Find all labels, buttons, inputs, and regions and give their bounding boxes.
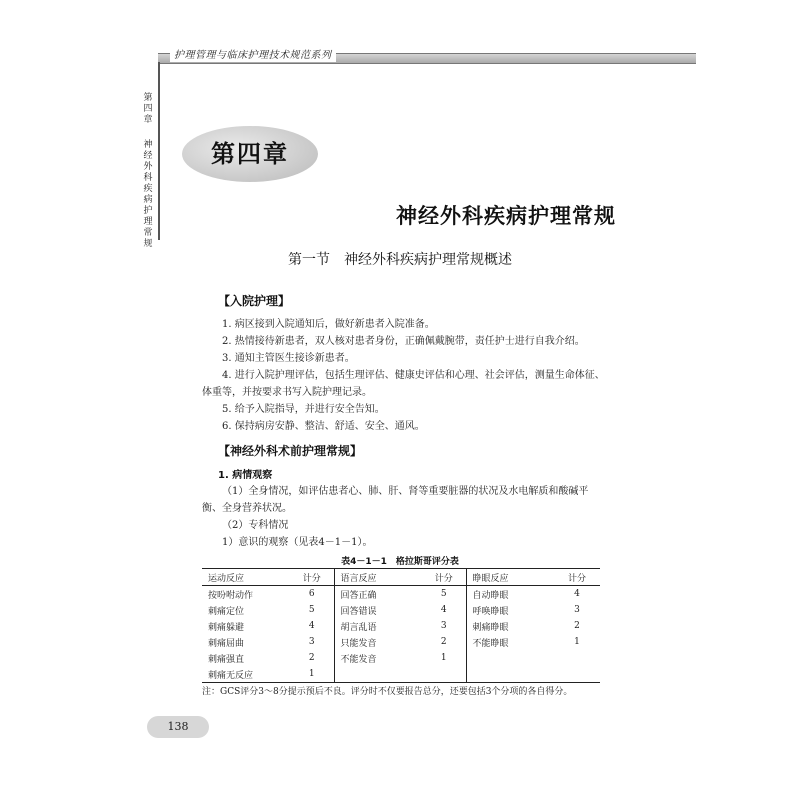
side-tab bbox=[140, 93, 156, 250]
table-cell: 1 bbox=[440, 653, 447, 663]
table-cell: 呼唤睁眼 bbox=[466, 602, 554, 618]
admission-item: 2. 热情接待新患者，双人核对患者身份，正确佩戴腕带，责任护士进行自我介绍。 bbox=[222, 336, 585, 347]
obs-heading: 1. 病情观察 bbox=[218, 470, 273, 481]
side-tab-title: 神经外科疾病护理常规 bbox=[143, 140, 153, 249]
preop-line: 1）意识的观察（见表4－1－1）。 bbox=[222, 537, 373, 548]
preop-line: （1）全身情况，如评估患者心、肺、肝、肾等重要脏器的状况及水电解质和酸碱平衡、全身营养状况。 bbox=[202, 486, 589, 514]
table-cell: 2 bbox=[308, 653, 315, 663]
table-cell bbox=[422, 666, 466, 683]
table-caption: 表4－1－1 格拉斯哥评分表 bbox=[341, 557, 459, 567]
table-cell: 2 bbox=[440, 637, 447, 647]
table-header: 语言反应 bbox=[334, 569, 422, 586]
table-cell bbox=[554, 650, 600, 666]
table-cell: 按吩咐动作 bbox=[208, 590, 254, 601]
table-cell: 刺痛强直 bbox=[208, 654, 245, 665]
series-title: 护理管理与临床护理技术规范系列 bbox=[170, 50, 336, 62]
table-cell: 自动睁眼 bbox=[466, 586, 554, 603]
table-cell: 不能睁眼 bbox=[466, 634, 554, 650]
table-header-row bbox=[202, 569, 600, 586]
admission-item: 5. 给予入院指导，并进行安全告知。 bbox=[222, 404, 385, 415]
admission-item: 4. 进行入院护理评估，包括生理评估、健康史评估和心理、社会评估，测量生命体征、体重等，并按要求书写入院护理记录。 bbox=[202, 370, 605, 398]
margin-rule bbox=[158, 62, 160, 240]
table-header: 计分 bbox=[422, 569, 466, 586]
admission-item: 3. 通知主管医生接诊新患者。 bbox=[222, 353, 355, 364]
chapter-label: 第四章 bbox=[211, 140, 289, 168]
table-header: 睁眼反应 bbox=[466, 569, 554, 586]
side-tab-chapter: 第四章 bbox=[143, 93, 153, 125]
table-cell: 刺痛屈曲 bbox=[208, 638, 245, 649]
table-cell: 4 bbox=[308, 621, 315, 631]
table-header: 计分 bbox=[554, 569, 600, 586]
table-header: 计分 bbox=[290, 569, 334, 586]
admission-item: 6. 保持病房安静、整洁、舒适、安全、通风。 bbox=[222, 421, 425, 432]
table-cell: 3 bbox=[440, 621, 447, 631]
table-row bbox=[202, 634, 600, 650]
table-cell bbox=[466, 650, 554, 666]
table-header: 运动反应 bbox=[202, 569, 290, 586]
table-cell: 3 bbox=[308, 637, 315, 647]
table-row bbox=[202, 650, 600, 666]
table-cell: 刺痛躲避 bbox=[208, 622, 245, 633]
section-title: 第一节 神经外科疾病护理常规概述 bbox=[288, 252, 512, 268]
admission-heading: 【入院护理】 bbox=[218, 294, 291, 308]
gcs-table bbox=[202, 568, 600, 683]
table-cell: 胡言乱语 bbox=[334, 618, 422, 634]
table-cell: 刺痛睁眼 bbox=[466, 618, 554, 634]
table-cell: 6 bbox=[308, 589, 315, 599]
table-cell: 3 bbox=[574, 605, 580, 615]
table-cell: 回答正确 bbox=[334, 586, 422, 603]
table-cell bbox=[334, 666, 422, 683]
table-row bbox=[202, 602, 600, 618]
table-cell: 1 bbox=[574, 637, 580, 647]
table-row bbox=[202, 666, 600, 683]
preop-heading: 【神经外科术前护理常规】 bbox=[218, 444, 363, 458]
table-cell bbox=[466, 666, 554, 683]
table-row bbox=[202, 618, 600, 634]
table-cell: 5 bbox=[440, 589, 447, 599]
table-cell: 2 bbox=[574, 621, 580, 631]
table-cell: 只能发音 bbox=[334, 634, 422, 650]
table-cell: 4 bbox=[574, 589, 580, 599]
admission-item: 1. 病区接到入院通知后，做好新患者入院准备。 bbox=[222, 319, 435, 330]
table-cell: 4 bbox=[440, 605, 447, 615]
table-cell: 5 bbox=[308, 605, 315, 615]
chapter-title: 神经外科疾病护理常规 bbox=[396, 204, 616, 228]
table-cell: 不能发音 bbox=[334, 650, 422, 666]
table-row bbox=[202, 586, 600, 603]
table-cell: 1 bbox=[290, 666, 334, 683]
table-note: 注：GCS评分3～8分提示预后不良。评分时不仅要报告总分，还要包括3个分项的各自得分。 bbox=[202, 687, 573, 697]
preop-line: （2）专科情况 bbox=[222, 520, 289, 531]
table-cell: 刺痛无反应 bbox=[202, 666, 290, 683]
page-number: 138 bbox=[167, 720, 189, 733]
table-cell bbox=[554, 666, 600, 683]
table-cell: 回答错误 bbox=[334, 602, 422, 618]
table-cell: 刺痛定位 bbox=[208, 606, 245, 617]
